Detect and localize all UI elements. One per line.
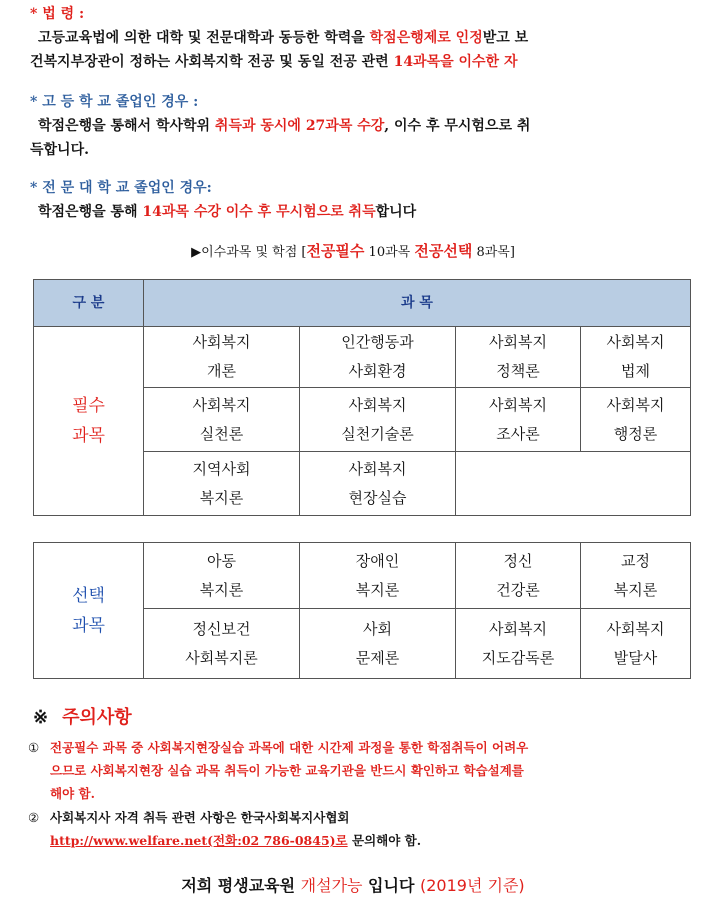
notice-1-line-3: 해야 함. (50, 786, 95, 801)
college-text-1-red: 14과목 수강 이수 후 무시험으로 취득 (142, 204, 376, 220)
course-prefix: ▶이수과목 및 학점 [ (191, 245, 307, 260)
course-cell: 사회복지 행정론 (581, 388, 691, 452)
notice-item-1 (28, 736, 698, 805)
course-cell: 정신 건강론 (456, 543, 581, 609)
table-row (34, 327, 691, 388)
notice-1-line-2: 으므로 사회복지현장 실습 과목 취득이 가능한 교육기관을 반드시 확인하고 학습설계를 (50, 763, 524, 778)
law-section (0, 2, 706, 74)
notice-heading: 주의사항 (62, 707, 132, 728)
course-cell: 사회복지 개론 (144, 327, 300, 388)
course-cell: 사회복지 법제 (581, 327, 691, 388)
course-cell: 사회복지 정책론 (456, 327, 581, 388)
law-text-2a: 건복지부장관이 정하는 사회복지학 전공 및 동일 전공 관련 (30, 54, 394, 70)
notice-2-line-2: 문의해야 함. (347, 833, 422, 848)
elective-count: 8과목] (472, 245, 515, 260)
required-label: 전공필수 (306, 242, 365, 260)
law-label: * 법 령 : (30, 6, 85, 22)
highschool-text-2: 득합니다. (30, 142, 89, 158)
course-cell: 사회복지 실천론 (144, 388, 300, 452)
required-category: 필수 과목 (34, 327, 144, 516)
footer-text-a: 저희 평생교육원 (181, 876, 301, 895)
highschool-text-1a: 학점은행을 통해서 학사학위 (38, 118, 215, 134)
highschool-text-1-red: 취득과 동시에 27과목 수강 (214, 118, 385, 134)
course-cell: 지역사회 복지론 (144, 452, 300, 516)
college-text-1b: 합니다 (375, 204, 417, 220)
notice-number-2: ② (28, 810, 40, 825)
table-header-row (34, 280, 691, 327)
highschool-label: * 고 등 학 교 졸업인 경우 : (30, 94, 199, 110)
course-cell: 사회복지 조사론 (456, 388, 581, 452)
course-cell: 정신보건 사회복지론 (144, 609, 300, 679)
required-count: 10과목 (364, 245, 415, 260)
course-cell: 인간행동과 사회환경 (300, 327, 456, 388)
highschool-section (0, 90, 706, 162)
course-cell: 사회복지 현장실습 (300, 452, 456, 516)
footer-text-b: 입니다 (362, 876, 420, 895)
table-row (34, 543, 691, 609)
course-cell: 사회 문제론 (300, 609, 456, 679)
law-text-1b: 받고 보 (482, 30, 529, 46)
footer-statement (0, 873, 706, 896)
elective-category: 선택 과목 (34, 543, 144, 679)
footer-year: (2019년 기준) (420, 876, 525, 895)
notice-title (33, 703, 132, 729)
notice-number-1: ① (28, 740, 40, 755)
law-text-2-red: 14과목을 이수한 자 (393, 54, 518, 70)
law-text-1a: 고등교육법에 의한 대학 및 전문대학과 동등한 학력을 (38, 30, 370, 46)
welfare-link[interactable]: http://www.welfare.net(전화:02 786-0845)로 (50, 833, 348, 848)
course-cell: 장애인 복지론 (300, 543, 456, 609)
required-courses-table (33, 279, 691, 516)
college-section (0, 176, 706, 224)
empty-cell (456, 452, 691, 516)
course-cell: 사회복지 실천기술론 (300, 388, 456, 452)
header-subjects: 과 목 (144, 280, 691, 327)
course-cell: 사회복지 지도감독론 (456, 609, 581, 679)
reference-mark-icon: ※ (33, 707, 49, 728)
college-label: * 전 문 대 학 교 졸업인 경우: (30, 180, 212, 196)
course-cell: 교정 복지론 (581, 543, 691, 609)
notice-2-line-1: 사회복지사 자격 취득 관련 사항은 한국사회복지사협회 (50, 810, 350, 825)
notice-item-2 (28, 806, 698, 852)
law-text-1-red: 학점은행제로 인정 (369, 30, 483, 46)
college-text-1a: 학점은행을 통해 (38, 204, 143, 220)
header-category: 구 분 (34, 280, 144, 327)
course-cell: 아동 복지론 (144, 543, 300, 609)
highschool-text-1b: , 이수 후 무시험으로 취 (384, 118, 531, 134)
footer-available: 개설가능 (300, 876, 363, 895)
course-cell: 사회복지 발달사 (581, 609, 691, 679)
elective-label: 전공선택 (414, 242, 473, 260)
course-summary-line (0, 240, 706, 264)
notice-1-line-1: 전공필수 과목 중 사회복지현장실습 과목에 대한 시간제 과정을 통한 학점취득이 어려우 (50, 740, 529, 755)
elective-courses-table (33, 542, 691, 679)
